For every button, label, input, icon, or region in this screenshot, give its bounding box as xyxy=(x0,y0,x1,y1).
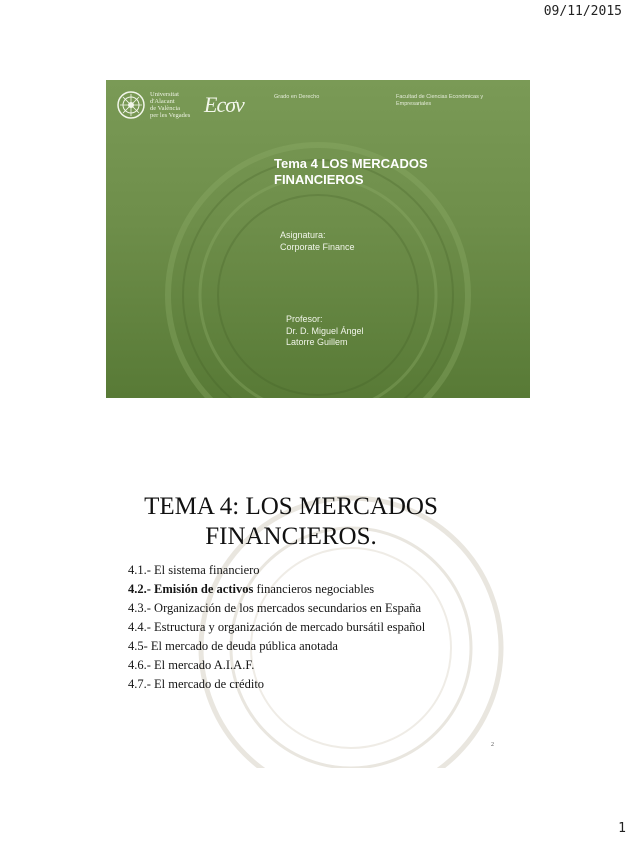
contents-title xyxy=(106,492,476,552)
slide-title: Tema 4 LOS MERCADOS FINANCIEROS xyxy=(274,156,428,187)
list-item: 4.7.- El mercado de crédito xyxy=(128,677,265,691)
university-crest-icon xyxy=(116,90,146,120)
list-item: 4.6.- El mercado A.I.A.F. xyxy=(128,658,255,672)
contents-title-line1: TEMA 4: LOS MERCADOS xyxy=(144,493,438,520)
slide-number: 2 xyxy=(491,742,494,748)
degree-label: Grado en Derecho xyxy=(274,94,320,100)
professor-name-line2: Latorre Guillem xyxy=(286,337,348,347)
contents-slide xyxy=(106,478,530,768)
list-item: 4.3.- Organización de los mercados secundarios en España xyxy=(128,601,422,615)
topics-list xyxy=(128,563,438,696)
contents-title-line2: FINANCIEROS. xyxy=(205,523,377,550)
list-item: 4.2.- Emisión de activos financieros negociables xyxy=(128,582,375,596)
subject-block xyxy=(280,230,355,253)
professor-name-line1: Dr. D. Miguel Ángel xyxy=(286,325,364,336)
logo-row xyxy=(116,88,244,122)
university-name: Universitat d'Alacant de València per les Vegades xyxy=(150,91,191,119)
subject-label: Asignatura: xyxy=(280,230,326,240)
list-item: 4.4.- Estructura y organización de mercado bursátil español xyxy=(128,620,426,634)
professor-label: Profesor: xyxy=(286,314,323,324)
professor-block xyxy=(286,314,364,349)
page-number: 1 xyxy=(618,821,626,836)
subject-name: Corporate Finance xyxy=(280,241,355,252)
title-slide xyxy=(106,80,530,398)
list-item: 4.1.- El sistema financiero xyxy=(128,563,260,577)
econ-logo: Ecσv xyxy=(204,92,244,117)
list-item: 4.5- El mercado de deuda pública anotada xyxy=(128,639,338,653)
faculty-label: Facultad de Ciencias Económicas y Empresariales xyxy=(396,94,484,107)
print-date: 09/11/2015 xyxy=(543,4,622,19)
